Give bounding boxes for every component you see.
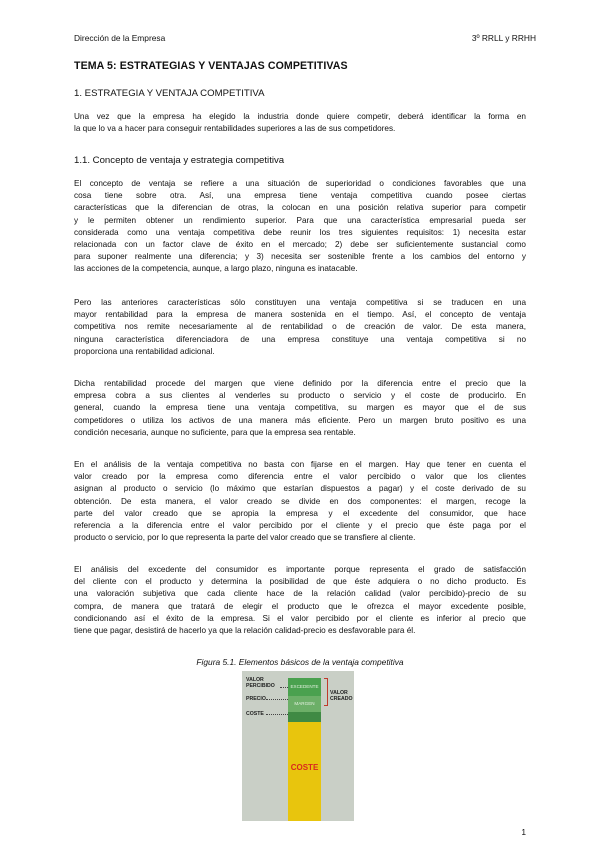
text-line: mayor rentabilidad para la empresa de manera sostenida en el tiempo. Así, el concepto de ventaja (74, 310, 526, 320)
text-line: ninguna característica diferenciadora de una empresa constituye una ventaja competitiva si no (74, 334, 526, 344)
paragraph-3 (74, 378, 526, 439)
subsection-heading: 1.1. Concepto de ventaja y estrategia competitiva (74, 155, 285, 166)
text-line: valor creado por la empresa como diferencia entre el valor percibido o valor que los clientes (74, 472, 526, 482)
bar-label-coste: COSTE (290, 763, 319, 772)
text-line: obtención. De esta manera, el valor creado se divide en dos componentes: el margen, recoge la (74, 496, 526, 506)
text-line: El análisis del excedente del consumidor es importante porque representa el grado de satisfacción (74, 565, 526, 574)
text-line: competitiva nos remite necesariamente al de rentabilidad o de creación de valor. De esta manera, (74, 322, 526, 332)
text-line: cosa tiene sobre otra. Así, una empresa tiene ventaja competitiva cuando posee ciertas (74, 191, 526, 201)
header-left: Dirección de la Empresa (74, 33, 166, 43)
text-line: compra, de manera que tratará de elegir el producto que le ofrezca el mayor excedente posible, (74, 601, 526, 611)
figure-competitive-advantage (242, 671, 354, 821)
text-line: relacionada con un factor clave de éxito en el mercado; 2) debe ser suficientemente sustancial como (74, 240, 526, 250)
section-heading: 1. ESTRATEGIA Y VENTAJA COMPETITIVA (74, 88, 265, 99)
text-line: empresa cobra a sus clientes al venderles su producto o servicio y el coste de producirlo. En (74, 391, 526, 401)
paragraph-2 (74, 297, 526, 358)
text-line: Dicha rentabilidad procede del margen que viene definido por la diferencia entre el precio que la (74, 379, 526, 388)
text-line: En el análisis de la ventaja competitiva no basta con fijarse en el margen. Hay que tener en cuenta el (74, 460, 526, 469)
paragraph-1 (74, 178, 526, 276)
text-line: referencia a la diferencia entre el valor percibido por el cliente y el precio que éste paga por el (74, 521, 526, 531)
text-line: características que la diferencian de otras, la colocan en una posición relativa superior para competir (74, 203, 526, 213)
figure-caption: Figura 5.1. Elementos básicos de la ventaja competitiva (196, 657, 404, 667)
page-number: 1 (521, 827, 526, 837)
text-line: considerada como una ventaja competitiva debe reunir los tres siguientes requisitos: 1) necesita estar (74, 227, 526, 237)
leader-line (280, 687, 288, 688)
page-title: TEMA 5: ESTRATEGIAS Y VENTAJAS COMPETITIVAS (74, 60, 348, 72)
text-line: general, cuando la empresa tiene una ventaja competitiva, su margen es mayor que el de sus (74, 403, 526, 413)
text-line: una valoración subjetiva que cada cliente hace de la relación calidad (valor percibido)-precio de su (74, 589, 526, 599)
text-line: Una vez que la empresa ha elegido la industria donde quiere competir, deberá identificar la forma en (74, 112, 526, 121)
text-line: competidores o utiliza los activos de una manera más eficiente. Pero un margen bruto positivo es una (74, 415, 526, 425)
inner-label-excedente: EXCEDENTE (290, 684, 319, 689)
text-line: del cliente con el producto y determina la posibilidad de que éste adquiera o no dicho producto. Es (74, 577, 526, 587)
paragraph-intro (74, 111, 526, 135)
label-valor-percibido: VALOR PERCIBIDO (246, 677, 275, 689)
text-line: Pero las anteriores características sólo constituyen una ventaja competitiva si se traducen en una (74, 298, 526, 307)
text-line: asignan al producto o servicio (lo máximo que estarían dispuestos a pagar) y el coste derivado de su (74, 484, 526, 494)
segment-margen (288, 712, 321, 722)
text-line: parte del valor creado que se apropia la empresa y el excedente del consumidor, que hace (74, 508, 526, 518)
text-line: El concepto de ventaja se refiere a una situación de superioridad o condiciones favorables que una (74, 179, 526, 188)
leader-line (266, 714, 288, 715)
inner-label-margen: MARGEN (294, 701, 315, 706)
label-precio: PRECIO (246, 696, 266, 702)
text-line: proporciona una rentabilidad adicional. (74, 346, 215, 356)
text-line: producto o servicio, por lo que representa la parte del valor creado que se transfiere al cliente. (74, 533, 416, 543)
text-line: la que lo va a hacer para conseguir rentabilidades superiores a las de sus competidores. (74, 124, 396, 134)
text-line: tiene que pagar, desistirá de hacerlo ya que la relación calidad-precio es desfavorable para él. (74, 626, 416, 636)
paragraph-4 (74, 459, 526, 544)
text-line: para suponer realmente una diferencia; y 3) necesita ser sostenible frente a los cambios del entorno y (74, 252, 526, 262)
label-coste: COSTE (246, 711, 264, 717)
text-line: las acciones de la competencia, aunque, a largo plazo, ninguna es inatacable. (74, 264, 358, 274)
text-line: condicionando así el éxito de la empresa. Si el valor percibido por el cliente es inferior al precio que (74, 613, 526, 623)
header-right: 3º RRLL y RRHH (471, 33, 536, 43)
paragraph-5 (74, 564, 526, 637)
label-valor-creado: VALOR CREADO (330, 690, 353, 702)
text-line: condición necesaria, aunque no suficiente, para que la empresa sea rentable. (74, 427, 356, 437)
text-line: y le permiten obtener un rendimiento superior. Para que una característica empresarial pueda ser (74, 215, 526, 225)
valor-creado-bracket (324, 678, 328, 706)
leader-line (266, 699, 288, 700)
